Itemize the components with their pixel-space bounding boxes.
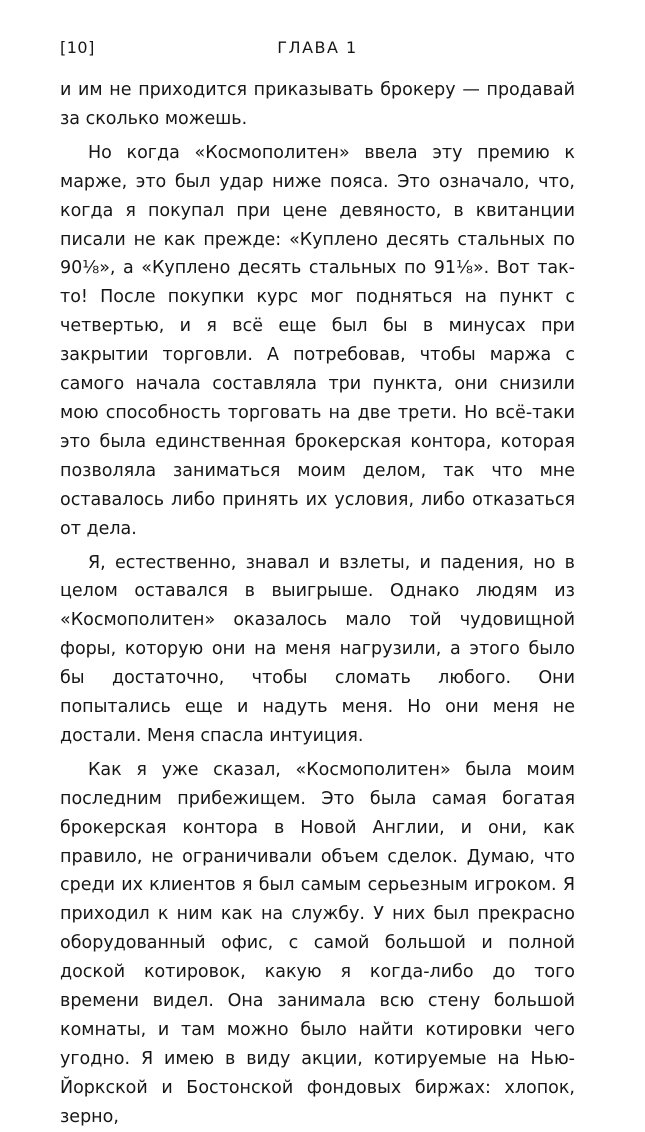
- body-text: [60, 76, 575, 1132]
- paragraph-3: Я, естественно, знавал и взлеты, и падения, но в целом оставался в выигрыше. Однако людям из «Космополитен» оказалось мало той чудовищной форы, которую они на меня нагрузили, а этого было бы достаточно, чтобы сломать любого. Они попытались еще и надуть меня. Но они меня не достали. Меня спасла интуиция.: [60, 552, 575, 746]
- running-head: [60, 30, 575, 60]
- page-number: [10]: [60, 38, 95, 57]
- paragraph-2: Но когда «Космополитен» ввела эту премию к марже, это был удар ниже пояса. Это означало, что, когда я покупал при цене девяносто, в квитанции писали не как прежде: «Куплено десять стальных по 90⅛», а «Куплено десять стальных по 91⅛». Вот так-то! После покупки курс мог подняться на пункт с четвертью, и я всё еще был бы в минусах при закрытии торговли. А потребовав, чтобы маржа с самого начала составляла три пункта, они снизили мою способность торговать на две трети. Но всё-таки это была единственная брокерская контора, которая позволяла заниматься моим делом, так что мне оставалось либо принять их условия, либо отказаться от дела.: [60, 142, 575, 539]
- paragraph-4: Как я уже сказал, «Космополитен» была моим последним прибежищем. Это была самая богатая брокерская контора в Новой Англии, и они, как правило, не ограничивали объем сделок. Думаю, что среди их клиентов я был самым серьезным игроком. Я приходил к ним как на службу. У них был прекрасно оборудованный офис, с самой большой и полной доской котировок, какую я когда-либо до того времени видел. Она занимала всю стену большой комнаты, и там можно было найти котировки чего угодно. Я имею в виду акции, котируемые на Нью-Йоркской и Бостонской фондовых биржах: хлопок, зерно,: [60, 759, 575, 1127]
- book-page: [60, 30, 575, 1132]
- chapter-title: ГЛАВА 1: [277, 38, 358, 57]
- paragraph-1: и им не приходится приказывать брокеру — продавай за сколько можешь.: [60, 80, 575, 129]
